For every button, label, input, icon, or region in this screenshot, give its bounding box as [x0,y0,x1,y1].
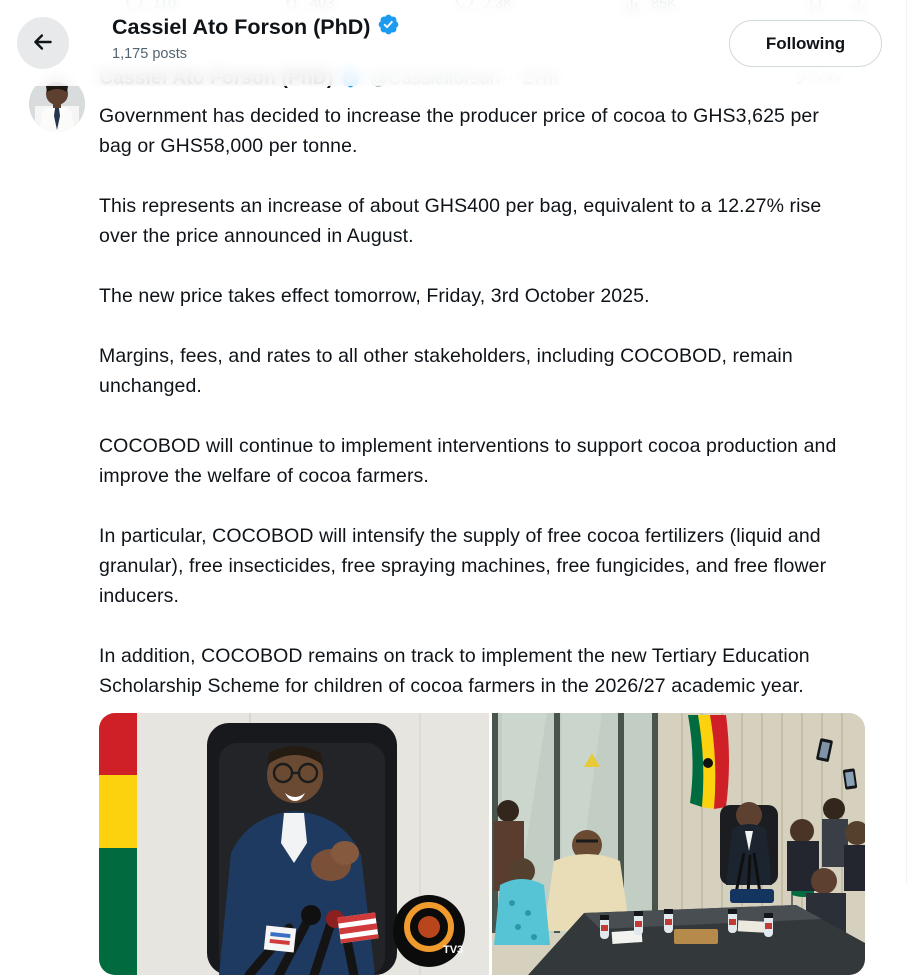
verified-badge-icon [377,13,400,41]
following-button[interactable]: Following [729,20,882,67]
tweet-photo-press-briefing[interactable] [99,713,489,975]
profile-name: Cassiel Ato Forson (PhD) [112,15,371,39]
photo-right-illustration [492,713,865,975]
tweet-paragraph: COCOBOD will continue to implement interventions to support cocoa production and improve the welfare of cocoa farmers. [99,435,837,487]
profile-posts-count: 1,175 posts [112,46,187,62]
tweet-paragraph: Government has decided to increase the producer price of cocoa to GHS3,625 per bag or GHS58,000 per tonne. [99,105,819,157]
header-title-block [112,13,400,62]
tweet-photo-conference-room[interactable] [492,713,865,975]
photo-left-illustration [99,713,489,975]
tweet-paragraph: In addition, COCOBOD remains on track to implement the new Tertiary Education Scholarship Scheme for children of cocoa farmers in the 2026/27 academic year. [99,645,810,697]
profile-sticky-header [0,0,906,86]
tweet-paragraph: The new price takes effect tomorrow, Friday, 3rd October 2025. [99,285,650,307]
back-arrow-icon [30,29,56,58]
tweet-paragraph: In particular, COCOBOD will intensify the supply of free cocoa fertilizers (liquid and granular), free insecticides, free spraying machines, free fungicides, and free flower inducers. [99,525,827,607]
tweet-paragraph: Margins, fees, and rates to all other stakeholders, including COCOBOD, remain unchanged. [99,345,793,397]
tweet-media-grid [99,713,865,975]
svg-text:TV3: TV3 [443,944,464,956]
tweet-text [99,101,850,701]
back-button[interactable] [17,17,69,69]
tweet-paragraph: This represents an increase of about GHS400 per bag, equivalent to a 12.27% rise over the price announced in August. [99,195,822,247]
